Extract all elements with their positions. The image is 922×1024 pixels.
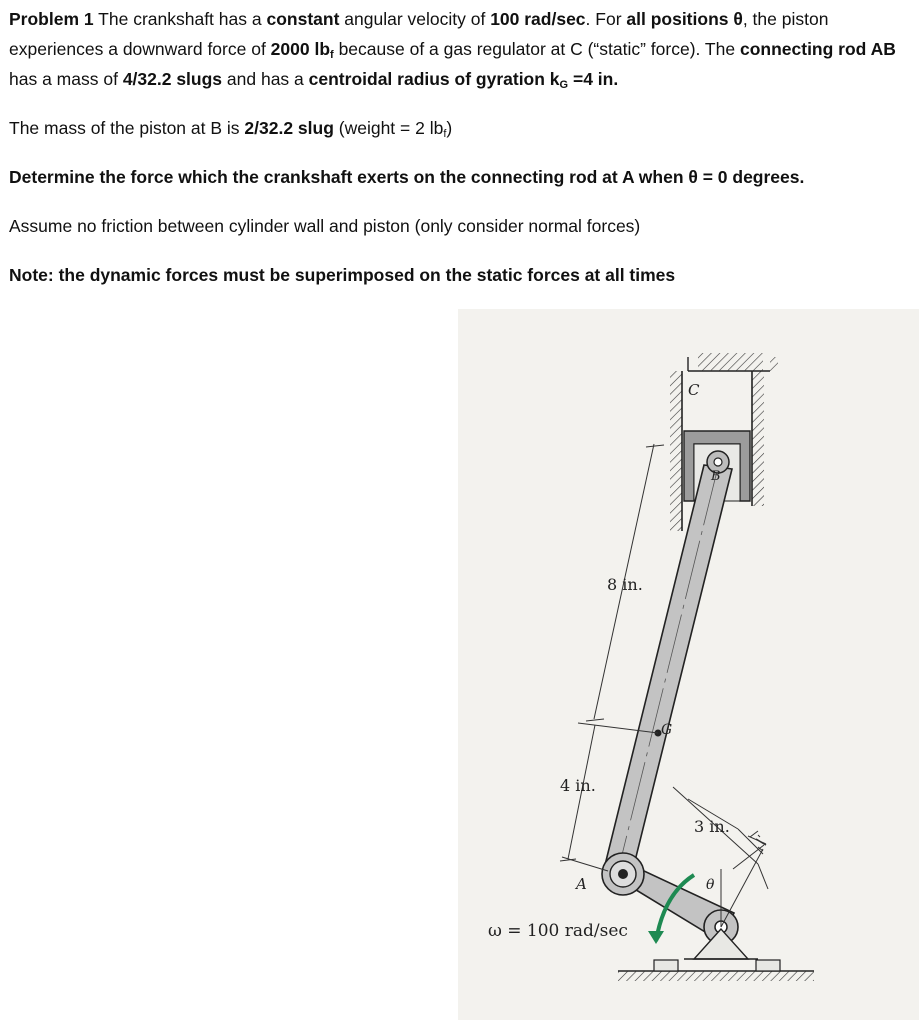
note-text: Note: the dynamic forces must be superimposed on the static forces at all times [9, 265, 676, 285]
bold-run [309, 69, 619, 89]
text-run: angular velocity of [339, 9, 491, 29]
problem-label: Problem 1 [9, 9, 94, 29]
text-run: The mass of the piston at B is [9, 118, 245, 138]
bold-run: 4/32.2 slugs [122, 69, 223, 89]
label-a: A [576, 875, 587, 893]
gyration-label: centroidal radius of gyration k [308, 69, 560, 89]
pin-b-center [714, 458, 722, 466]
text-run: (weight = 2 lb [333, 118, 444, 138]
connecting-rod [605, 465, 732, 869]
label-theta: θ [706, 877, 715, 893]
note-statement [9, 260, 914, 290]
bold-run: 2/32.2 slug [244, 118, 334, 138]
problem-document [9, 4, 914, 290]
assumption-text: Assume no friction between cylinder wall and piston (only consider normal forces) [9, 216, 641, 236]
assumption-statement [9, 211, 914, 241]
problem-statement [9, 4, 914, 94]
pin-a-center [618, 869, 628, 879]
text-run: The crankshaft has a [93, 9, 267, 29]
text-run: , the piston experiences a downward force of [9, 9, 829, 59]
dim-3in-label: 3 in. [694, 817, 730, 836]
gyration-value: =4 in. [568, 69, 619, 89]
bold-run: all positions θ [626, 9, 743, 29]
text-run: . For [585, 9, 627, 29]
omega-label: ω = 100 rad/sec [488, 921, 628, 941]
text-run: ) [446, 118, 453, 138]
mechanism-drawing [458, 309, 919, 1020]
label-b: B [711, 469, 721, 484]
crank-support [618, 929, 814, 981]
text-run: has a mass of [9, 69, 123, 89]
text-run: and has a [222, 69, 309, 89]
label-c: C [688, 381, 700, 399]
dim-4in-label: 4 in. [560, 776, 596, 795]
piston-mass-statement [9, 113, 914, 143]
task-statement [9, 162, 914, 192]
subscript: f [330, 49, 334, 61]
bold-run: constant [266, 9, 340, 29]
dim-8in-label: 8 in. [607, 575, 643, 594]
text-run: because of a gas regulator at C (“static” force). The [333, 39, 740, 59]
subscript: f [443, 128, 447, 140]
bold-run: connecting rod AB [739, 39, 896, 59]
crank-mechanism-figure [458, 309, 919, 1020]
bold-run: 100 rad/sec [490, 9, 586, 29]
force-value: 2000 lb [270, 39, 331, 59]
bold-run [271, 39, 334, 59]
subscript: G [559, 79, 569, 91]
task-text: Determine the force which the crankshaft exerts on the connecting rod at A when θ = 0 degrees. [9, 167, 805, 187]
label-g: G [661, 722, 673, 738]
